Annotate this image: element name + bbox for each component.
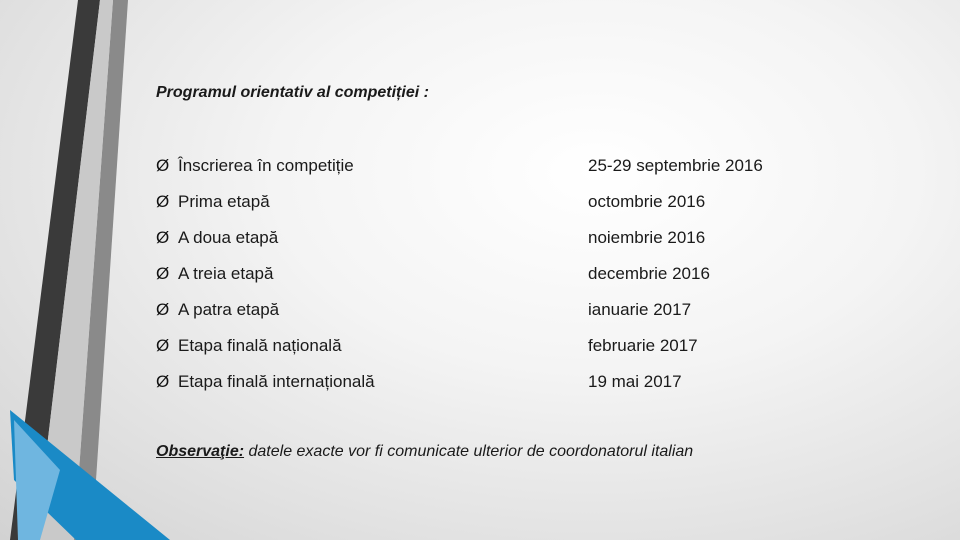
event-name: A doua etapă xyxy=(178,228,279,247)
list-item xyxy=(156,297,836,333)
arrow-bullet-icon: Ø xyxy=(156,228,170,247)
arrow-bullet-icon: Ø xyxy=(156,336,170,355)
event-date: februarie 2017 xyxy=(588,336,698,355)
list-item xyxy=(156,225,836,261)
schedule-list xyxy=(156,153,836,405)
arrow-bullet-icon: Ø xyxy=(156,372,170,391)
footnote-label: Observaţie: xyxy=(156,443,245,460)
event-date: 19 mai 2017 xyxy=(588,372,682,391)
event-date: noiembrie 2016 xyxy=(588,228,706,247)
arrow-bullet-icon: Ø xyxy=(156,156,170,175)
list-item xyxy=(156,333,836,369)
list-item xyxy=(156,189,836,225)
event-name: Prima etapă xyxy=(178,192,270,211)
event-name: Etapa finală internațională xyxy=(178,372,375,391)
list-item xyxy=(156,261,836,297)
event-date: ianuarie 2017 xyxy=(588,300,692,319)
event-date: octombrie 2016 xyxy=(588,192,706,211)
event-date: decembrie 2016 xyxy=(588,264,710,283)
arrow-bullet-icon: Ø xyxy=(156,300,170,319)
event-date: 25-29 septembrie 2016 xyxy=(588,156,763,175)
event-name: A treia etapă xyxy=(178,264,274,283)
page-title: Programul orientativ al competiției : xyxy=(156,84,429,101)
event-name: Etapa finală națională xyxy=(178,336,342,355)
footnote xyxy=(156,443,693,461)
event-name: Înscrierea în competiție xyxy=(178,156,354,175)
arrow-bullet-icon: Ø xyxy=(156,264,170,283)
event-name: A patra etapă xyxy=(178,300,280,319)
arrow-bullet-icon: Ø xyxy=(156,192,170,211)
list-item xyxy=(156,153,836,189)
footnote-text: datele exacte vor fi comunicate ulterior de coordonatorul italian xyxy=(244,443,694,460)
list-item xyxy=(156,369,836,405)
